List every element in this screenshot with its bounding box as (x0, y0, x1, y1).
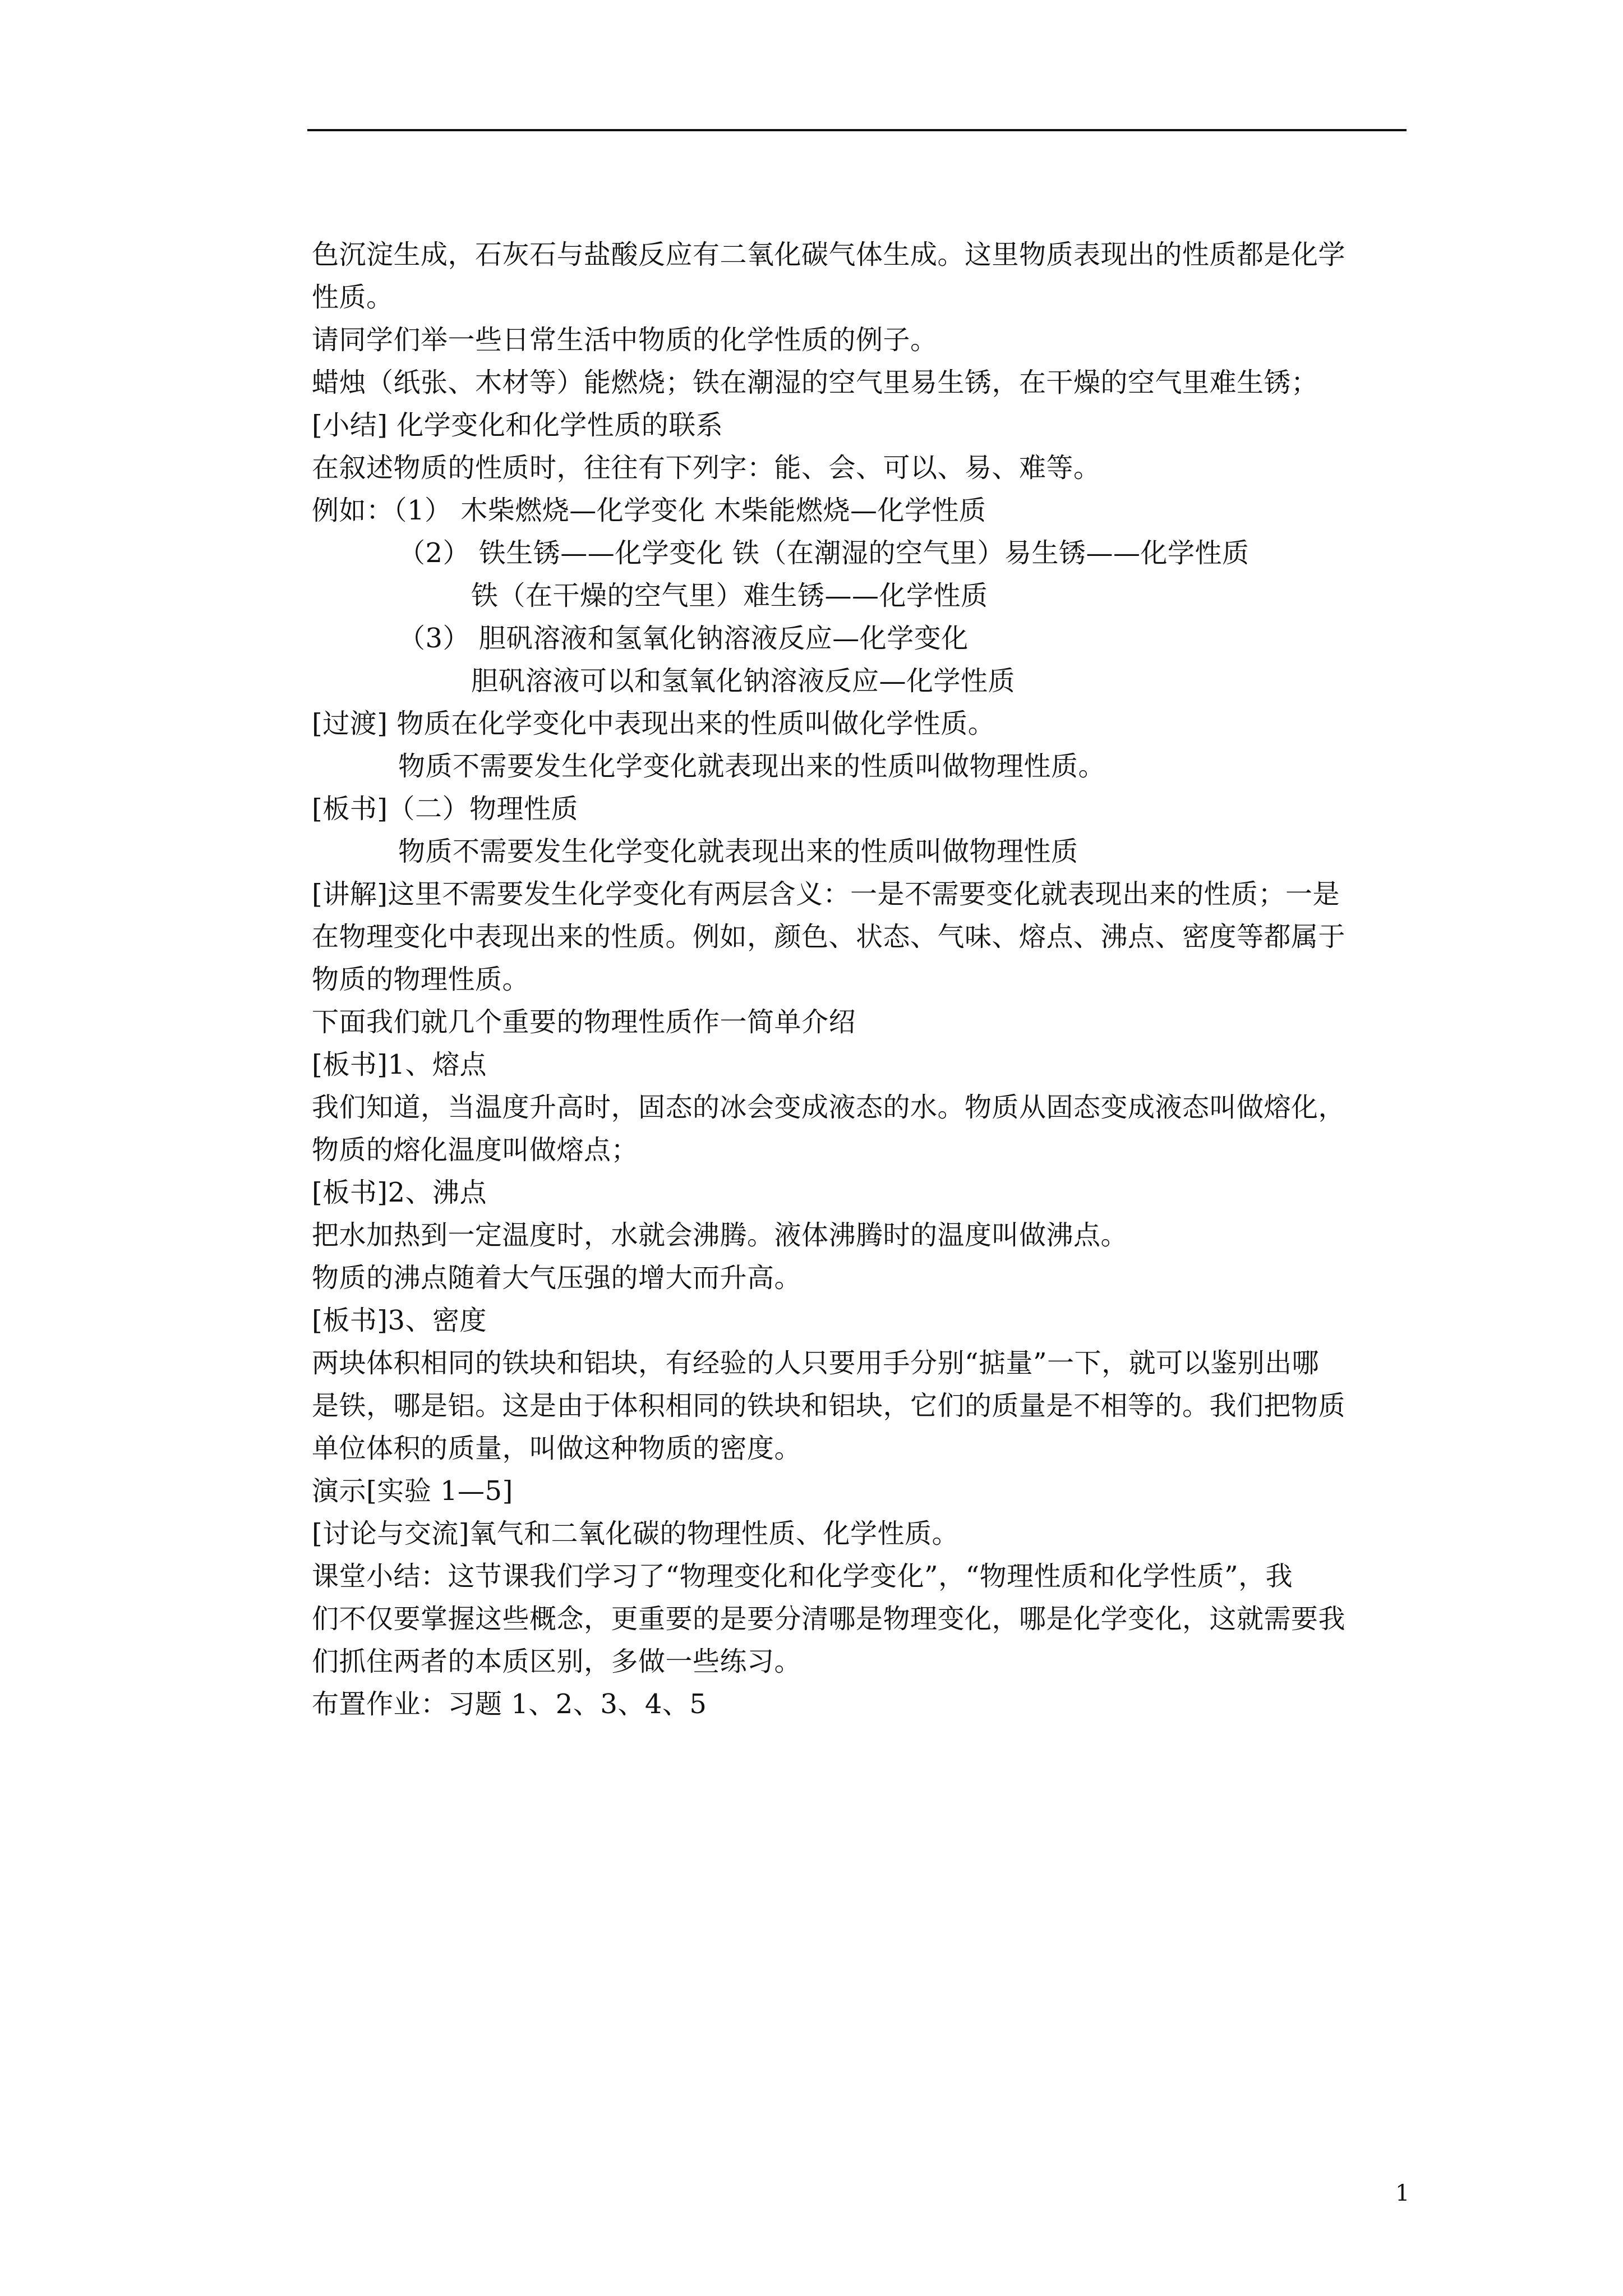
text-line: 性质。 (312, 282, 394, 313)
transition-heading: [过渡] 物质在化学变化中表现出来的性质叫做化学性质。 (312, 708, 995, 739)
example-line: （3） 胆矾溶液和氢氧化钠溶液反应—化学变化 (398, 623, 969, 654)
text-line: 蜡烛（纸张、木材等）能燃烧；铁在潮湿的空气里易生锈，在干燥的空气里难生锈； (312, 367, 1318, 398)
text-line: 请同学们举一些日常生活中物质的化学性质的例子。 (312, 324, 938, 356)
demo-line: 演示[实验 1—5] (312, 1475, 513, 1507)
example-line: 铁（在干燥的空气里）难生锈——化学性质 (471, 580, 988, 611)
text-line: 在物理变化中表现出来的性质。例如，颜色、状态、气味、熔点、沸点、密度等都属于 (312, 921, 1346, 953)
header-rule (307, 129, 1407, 131)
text-line: 色沉淀生成，石灰石与盐酸反应有二氧化碳气体生成。这里物质表现出的性质都是化学 (312, 239, 1346, 270)
text-line: 物质的沸点随着大气压强的增大而升高。 (312, 1262, 802, 1294)
text-line: 把水加热到一定温度时，水就会沸腾。液体沸腾时的温度叫做沸点。 (312, 1220, 1128, 1251)
text-line: 物质的物理性质。 (312, 964, 530, 995)
board-heading: [板书]2、沸点 (312, 1177, 487, 1208)
text-line: 我们知道，当温度升高时，固态的冰会变成液态的水。物质从固态变成液态叫做熔化， (312, 1092, 1346, 1123)
lesson-summary-line: 课堂小结：这节课我们学习了“物理变化和化学变化”，“物理性质和化学性质”，我 (312, 1561, 1293, 1592)
board-heading: [板书]1、熔点 (312, 1049, 487, 1080)
text-line: 是铁，哪是铝。这是由于体积相同的铁块和铝块，它们的质量是不相等的。我们把物质 (312, 1390, 1346, 1421)
text-line: 物质的熔化温度叫做熔点； (312, 1134, 639, 1166)
text-line: 物质不需要发生化学变化就表现出来的性质叫做物理性质 (398, 836, 1078, 867)
homework-line: 布置作业：习题 1、2、3、4、5 (312, 1688, 707, 1720)
document-body (312, 233, 1411, 1726)
text-line: 两块体积相同的铁块和铝块，有经验的人只要用手分别“掂量”一下，就可以鉴别出哪 (312, 1347, 1320, 1379)
example-line: （2） 铁生锈——化学变化 铁（在潮湿的空气里）易生锈——化学性质 (398, 537, 1249, 569)
page-number: 1 (1395, 2180, 1410, 2206)
explanation-line: [讲解]这里不需要发生化学变化有两层含义：一是不需要变化就表现出来的性质；一是 (312, 878, 1340, 910)
example-line: 例如：（1） 木柴燃烧—化学变化 木柴能燃烧—化学性质 (312, 495, 986, 526)
board-heading: [板书]（二）物理性质 (312, 793, 578, 825)
text-line: 下面我们就几个重要的物理性质作一简单介绍 (312, 1006, 856, 1038)
text-line: 单位体积的质量，叫做这种物质的密度。 (312, 1433, 802, 1464)
text-line: 们抓住两者的本质区别，多做一些练习。 (312, 1646, 802, 1677)
text-line: 在叙述物质的性质时，往往有下列字：能、会、可以、易、难等。 (312, 452, 1101, 484)
discussion-line: [讨论与交流]氧气和二氧化碳的物理性质、化学性质。 (312, 1518, 959, 1549)
summary-heading: [小结] 化学变化和化学性质的联系 (312, 409, 723, 441)
example-line: 胆矾溶液可以和氢氧化钠溶液反应—化学性质 (471, 665, 1016, 697)
text-line: 们不仅要掌握这些概念，更重要的是要分清哪是物理变化，哪是化学变化，这就需要我 (312, 1603, 1346, 1635)
text-line: 物质不需要发生化学变化就表现出来的性质叫做物理性质。 (398, 751, 1106, 782)
board-heading: [板书]3、密度 (312, 1305, 487, 1336)
